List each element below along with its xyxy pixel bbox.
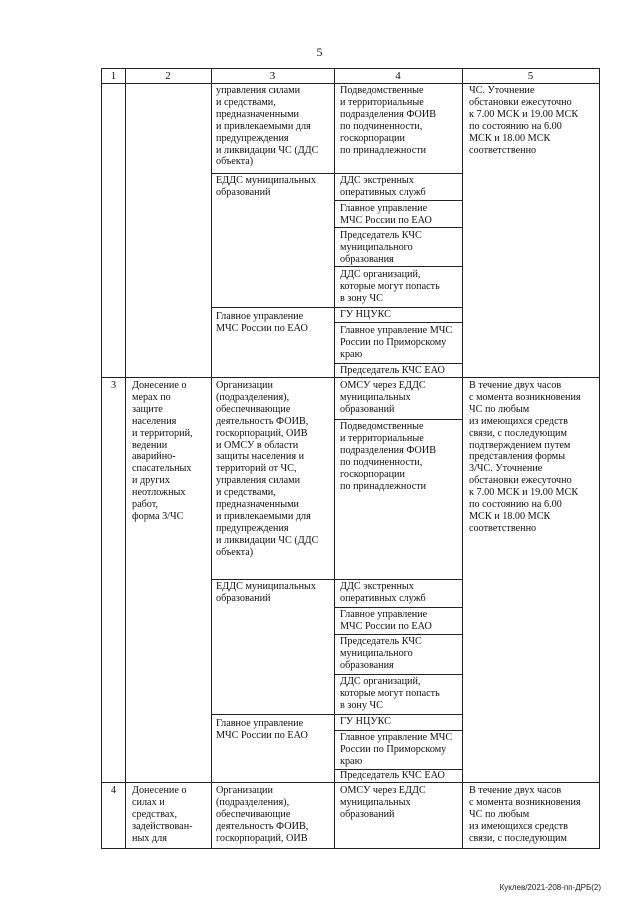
b1-col4-5: ГУ НЦУКС <box>340 309 391 320</box>
b1-col4-2: Главное управление МЧС России по ЕАО <box>340 203 432 226</box>
b1-col4-sep-7 <box>334 363 462 364</box>
b2-col3-sep-2 <box>211 714 334 715</box>
b2-col4-sep-3 <box>334 607 462 608</box>
b2-col4-sep-4 <box>334 634 462 635</box>
b2-col3-a: Организации (подразделения), обеспечивающие деятельность ФОИВ, госкорпораций, ОИВ и ОМСУ в области защиты населения и территорий от ЧС, управления силами и средствами, предназначенными и привлекаемыми для предупреждения и ликвидации ЧС (ДДС объекта) <box>216 380 319 558</box>
header-col-3: 3 <box>269 70 276 82</box>
b3-col2: Донесение о силах и средствах, задействован- ных для <box>132 785 193 844</box>
b3-col1: 4 <box>110 785 117 796</box>
b2-col1: 3 <box>110 380 117 391</box>
b1-col4-6: Главное управление МЧС России по Приморскому краю <box>340 325 453 360</box>
b1-col4-sep-4 <box>334 266 462 267</box>
header-separator <box>102 83 599 84</box>
b1-col4-4: ДДС организаций, которые могут попасть в зону ЧС <box>340 269 440 304</box>
b2-col3-sep-1 <box>211 579 334 580</box>
header-col-2: 2 <box>165 70 171 82</box>
b1-col4-sep-1 <box>334 173 462 174</box>
b1-col3-b: ЕДДС муниципальных образований <box>216 175 316 198</box>
b2-col4-6: ГУ НЦУКС <box>340 716 391 727</box>
page-number: 5 <box>316 45 323 59</box>
b2-col4-2: ДДС экстренных оперативных служб <box>340 581 426 604</box>
b1-col3-sep-2 <box>211 307 334 308</box>
b1-col4-1: ДДС экстренных оперативных служб <box>340 175 426 198</box>
b2-col4-0: ОМСУ через ЕДДС муниципальных образований <box>340 380 426 415</box>
header-col-5: 5 <box>527 70 534 82</box>
b3-col5: В течение двух часов с момента возникновения ЧС по любым из имеющихся средств связи, с последующим <box>469 785 581 844</box>
b2-col4-4: Председатель КЧС муниципального образования <box>340 636 422 671</box>
row-separator-4 <box>102 782 599 783</box>
b2-col4-8: Председатель КЧС ЕАО <box>340 770 445 781</box>
col-divider-3 <box>334 69 335 848</box>
b2-col4-7: Главное управление МЧС России по Приморскому краю <box>340 732 453 767</box>
b2-col4-sep-7 <box>334 730 462 731</box>
b1-col3-a: управления силами и средствами, предназначенными и привлекаемыми для предупреждения и ликвидации ЧС (ДДС объекта) <box>216 85 319 168</box>
b2-col3-b: ЕДДС муниципальных образований <box>216 581 316 604</box>
b1-col4-sep-3 <box>334 227 462 228</box>
row-separator-3 <box>102 377 599 378</box>
header-col-4: 4 <box>395 70 401 82</box>
col-divider-4 <box>462 69 463 848</box>
header-col-1: 1 <box>110 70 117 82</box>
b2-col5: В течение двух часов с момента возникновения ЧС по любым из имеющихся средств связи, с последующим подтверждением путем представления формы 3/ЧС. Уточнение обстановки ежесуточно к 7.00 МСК и 19.00 МСК по состоянию на 6.00 МСК и 18.00 МСК соответственно <box>469 380 581 534</box>
b2-col4-3: Главное управление МЧС России по ЕАО <box>340 609 432 632</box>
b2-col4-5: ДДС организаций, которые могут попасть в зону ЧС <box>340 676 440 711</box>
report-table <box>101 68 600 849</box>
col-divider-2 <box>211 69 212 848</box>
b1-col5: ЧС. Уточнение обстановки ежесуточно к 7.00 МСК и 19.00 МСК по состоянию на 6.00 МСК и 18.00 МСК соответственно <box>469 85 579 156</box>
b1-col3-c: Главное управление МЧС России по ЕАО <box>216 311 308 334</box>
b2-col4-1: Подведомственные и территориальные подразделения ФОИВ по подчиненности, госкорпорации по принадлежности <box>340 421 437 492</box>
b1-col4-sep-6 <box>334 322 462 323</box>
b2-col4-sep-5 <box>334 674 462 675</box>
b1-col4-3: Председатель КЧС муниципального образования <box>340 230 422 265</box>
document-code: Куклев/2021-208-пп-ДРБ(2) <box>499 883 601 892</box>
b1-col3-sep-1 <box>211 173 334 174</box>
b1-col4-sep-5 <box>334 307 462 308</box>
b1-col4-0: Подведомственные и территориальные подразделения ФОИВ по подчиненности, госкорпорации по принадлежности <box>340 85 437 156</box>
b1-col4-sep-2 <box>334 200 462 201</box>
b3-col3: Организации (подразделения), обеспечивающие деятельность ФОИВ, госкорпораций, ОИВ <box>216 785 309 844</box>
col-divider-1 <box>125 69 126 848</box>
b3-col4: ОМСУ через ЕДДС муниципальных образований <box>340 785 426 820</box>
b2-col4-sep-6 <box>334 714 462 715</box>
b2-col4-sep-1 <box>334 419 462 420</box>
b2-col3-c: Главное управление МЧС России по ЕАО <box>216 718 308 741</box>
b1-col4-7: Председатель КЧС ЕАО <box>340 365 445 376</box>
b2-col2: Донесение о мерах по защите населения и территорий, ведении аварийно- спасательных и других неотложных работ, форма 3/ЧС <box>132 380 193 522</box>
b2-col4-sep-2 <box>334 579 462 580</box>
